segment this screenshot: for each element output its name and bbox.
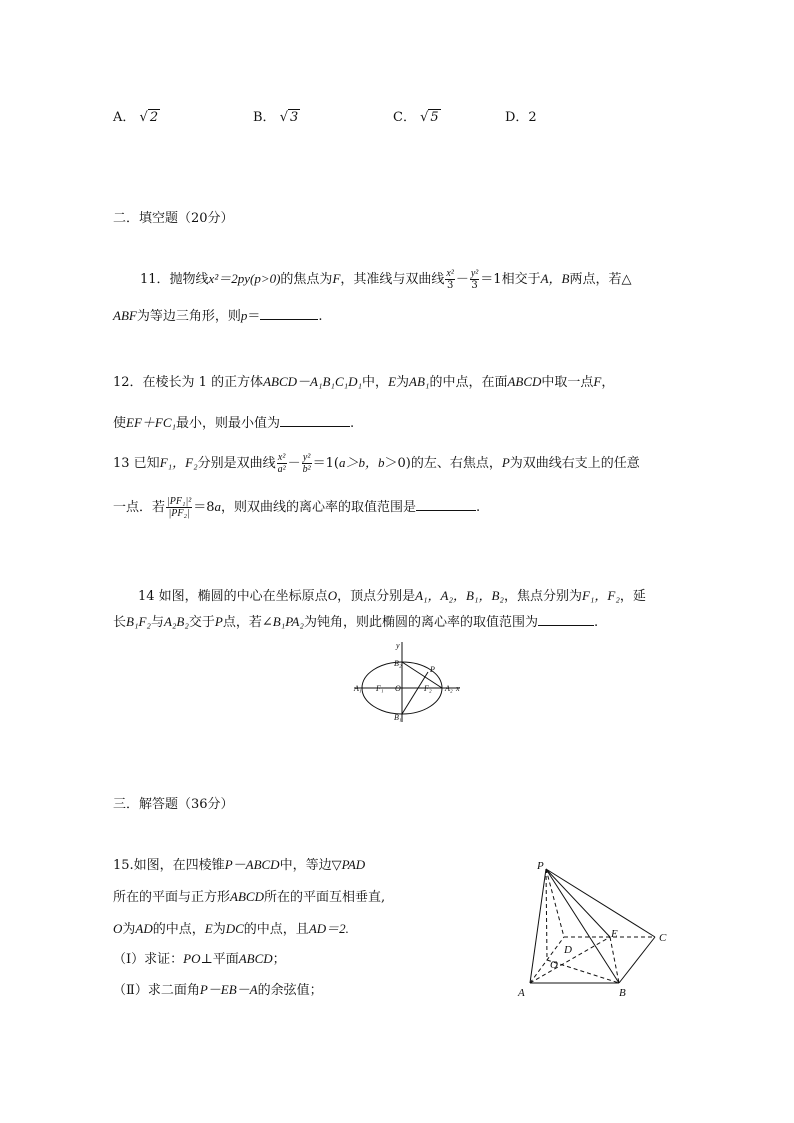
q14-text: ，延 (619, 589, 646, 604)
q15-text: ； (272, 952, 286, 967)
answer-blank[interactable] (538, 612, 594, 626)
q15-text: 所在的平面互相垂直, (263, 890, 386, 905)
minus-sign: － (287, 456, 301, 471)
q12-text: 中取一点 (541, 375, 594, 390)
q14-text: ，顶点分别是 (337, 589, 416, 604)
q13-fraction-pf (166, 496, 192, 519)
label-A: A (518, 987, 525, 999)
q12-e: E (388, 374, 397, 389)
q11-fraction-x (445, 268, 454, 291)
q15-e: E (204, 921, 213, 936)
minus-sign: － (455, 272, 469, 287)
q11-line-1 (140, 268, 631, 291)
q15-text: 所在的平面与正方形 (113, 890, 231, 905)
q15-square: ABCD (230, 889, 264, 904)
choice-c-label: C． (393, 110, 416, 125)
q15-line-4 (113, 949, 286, 970)
q13-foci: F₁，F₂ (159, 455, 198, 470)
choice-d-label: D．2 (505, 110, 537, 125)
fraction-denominator: |PF₂| (168, 508, 190, 519)
choice-a (113, 108, 160, 128)
label-C: C (659, 932, 667, 944)
choice-a-label: A． (113, 110, 136, 125)
pyramid-figure (512, 855, 677, 1003)
q15-text: 的中点，且 (243, 922, 309, 937)
q13-line-1 (113, 452, 640, 475)
fraction-denominator: 3 (446, 280, 454, 291)
choice-b-label: B． (253, 110, 276, 125)
fraction-denominator: 3 (471, 280, 478, 291)
q14-text: 长 (113, 615, 127, 630)
section-2-title: 二．填空题（20分） (113, 211, 234, 226)
q11-line-2 (113, 306, 323, 327)
q11-parabola: x²＝2py(p>0) (208, 271, 281, 286)
q11-text: 11．抛物线 (140, 272, 209, 287)
q12-text: 的中点，在面 (429, 375, 508, 390)
q11-triangle: ABF (113, 308, 137, 323)
q14-a2b2: A₂B₂ (163, 614, 189, 629)
q13-period: . (476, 500, 481, 515)
q14-b1f2: B₁F₂ (126, 614, 151, 629)
fraction-numerator: x² (277, 452, 286, 463)
q14-text: 与 (150, 615, 164, 630)
choice-d (505, 108, 537, 128)
q12-text: 最小，则最小值为 (176, 416, 281, 431)
q15-dc: DC (225, 921, 244, 936)
q13-text: 为双曲线右支上的任意 (509, 456, 640, 471)
q12-f: F (593, 374, 602, 389)
label-x: x (456, 684, 460, 693)
label-o: O (395, 684, 401, 693)
q15-part-1-label: （Ⅰ）求证： (113, 952, 184, 967)
q13-p: P (501, 455, 510, 470)
q13-text: ＞0)的左、右焦点， (384, 456, 502, 471)
sqrt-5: √ 5 (420, 110, 439, 125)
q13-text: 一点．若 (113, 500, 166, 515)
q15-text: 中，等边 (279, 858, 332, 873)
q12-face: ABCD (507, 374, 542, 389)
q12-text: 使 (113, 416, 127, 431)
answer-blank[interactable] (260, 306, 318, 320)
label-b2: B₂ (394, 659, 402, 668)
q14-text: ，焦点分别为 (503, 589, 582, 604)
q15-part-2-label: （Ⅱ）求二面角 (113, 983, 200, 998)
q14-line-1 (138, 586, 646, 607)
q14-text: 14 如图，椭圆的中心在坐标原点 (138, 589, 328, 604)
segment-b1-p (402, 672, 428, 714)
q11-period: . (318, 309, 323, 324)
q12-cube: ABCD－A₁B₁C₁D₁ (263, 374, 363, 389)
q14-vertices: A₁，A₂，B₁，B₂ (415, 588, 504, 603)
q14-line-2 (113, 612, 598, 633)
q11-p: p (240, 308, 248, 323)
q14-text: 为钝角，则此椭圆的离心率的取值范围为 (303, 615, 538, 630)
q12-text: 中， (362, 375, 389, 390)
label-f1: F₁ (376, 684, 384, 693)
q13-text: 分别是双曲线 (197, 456, 276, 471)
q11-points: A，B (540, 271, 570, 286)
q14-text: 点，若∠ (222, 615, 273, 630)
q14-p: P (214, 614, 223, 629)
q15-line-3 (113, 919, 349, 940)
q12-period: . (350, 416, 355, 431)
q11-text: ，其准线与双曲线 (340, 272, 445, 287)
label-a1: A₁ (354, 684, 362, 693)
q15-length: AD＝2. (308, 921, 349, 936)
q13-text: ＝1( (312, 456, 339, 471)
q14-foci: F₁，F₂ (581, 588, 620, 603)
q13-fraction-x (277, 452, 287, 475)
q15-o: O (113, 921, 123, 936)
q13-text: ，则双曲线的离心率的取值范围是 (221, 500, 417, 515)
q13-text: 13 已知 (113, 456, 160, 471)
q13-fraction-y (302, 452, 312, 475)
q14-angle: B₁PA₂ (272, 614, 304, 629)
q12-sum: EF＋FC₁ (126, 415, 177, 430)
sqrt-2: √ 2 (139, 110, 159, 125)
label-y: y (396, 641, 400, 650)
label-E: E (611, 928, 618, 940)
ellipse-figure (352, 638, 464, 724)
label-b1: B₁ (394, 713, 402, 722)
q14-period: . (593, 615, 599, 630)
q11-text: ＝1相交于 (480, 272, 541, 287)
q12-ab1: AB₁ (409, 374, 430, 389)
q15-text: 为 (122, 922, 136, 937)
q12-text: 12．在棱长为 1 的正方体 (113, 375, 264, 390)
label-a2: A₂ (445, 684, 453, 693)
q15-dihedral: P－EB－A (199, 982, 258, 997)
q13-line-2 (113, 496, 480, 519)
fraction-numerator: |PF₁|² (167, 496, 192, 507)
q11-text: 的焦点为 (280, 272, 333, 287)
q15-text: 为 (212, 922, 226, 937)
q11-focus: F (332, 271, 341, 286)
q13-text: ＝8 (193, 500, 215, 515)
q11-text: 为等边三角形，则 (136, 309, 241, 324)
q15-ad: AD (135, 921, 153, 936)
q15-po: PO⊥ (183, 951, 213, 966)
label-B: B (619, 987, 626, 999)
sqrt-3: √ 3 (279, 110, 299, 125)
fraction-numerator: x² (446, 268, 454, 279)
q15-plane: ABCD (238, 951, 273, 966)
q15-text: 15.如图，在四棱锥 (113, 858, 225, 873)
q15-text: 的中点， (152, 922, 205, 937)
label-O: O (550, 959, 558, 971)
q15-text: 的余弦值； (257, 983, 323, 998)
q15-triangle: ▽PAD (331, 857, 366, 872)
q15-pyramid: P－ABCD (224, 857, 280, 872)
q11-text: ＝ (247, 309, 261, 324)
fraction-denominator: b² (302, 464, 311, 475)
fraction-numerator: y² (470, 268, 479, 279)
q12-line-1 (113, 372, 614, 393)
label-f2: F₂ (424, 684, 432, 693)
answer-blank[interactable] (416, 497, 476, 511)
q13-a: a (214, 499, 221, 514)
q15-line-5 (113, 980, 323, 1001)
answer-blank[interactable] (280, 413, 350, 427)
fraction-denominator: a² (277, 464, 286, 475)
q11-fraction-y (470, 268, 479, 291)
edge-bc (619, 937, 655, 983)
fraction-numerator: y² (302, 452, 311, 463)
q15-line-2 (113, 887, 385, 908)
segment-po (546, 869, 547, 960)
q12-text: ， (601, 375, 615, 390)
label-p: P (430, 665, 435, 674)
q15-line-1 (113, 855, 365, 876)
choice-c (393, 108, 441, 128)
q12-text: 为 (396, 375, 410, 390)
q14-text: 交于 (188, 615, 215, 630)
q15-text: 平面 (212, 952, 239, 967)
edge-pa (530, 869, 546, 983)
q14-o: O (327, 588, 338, 603)
q12-line-2 (113, 413, 354, 434)
q11-text: 两点，若△ (569, 272, 632, 287)
section-3-title: 三．解答题（36分） (113, 797, 234, 812)
choice-b (253, 108, 300, 128)
q13-condition: a＞b，b (338, 455, 385, 470)
label-D: D (564, 944, 572, 956)
label-P: P (537, 860, 544, 872)
